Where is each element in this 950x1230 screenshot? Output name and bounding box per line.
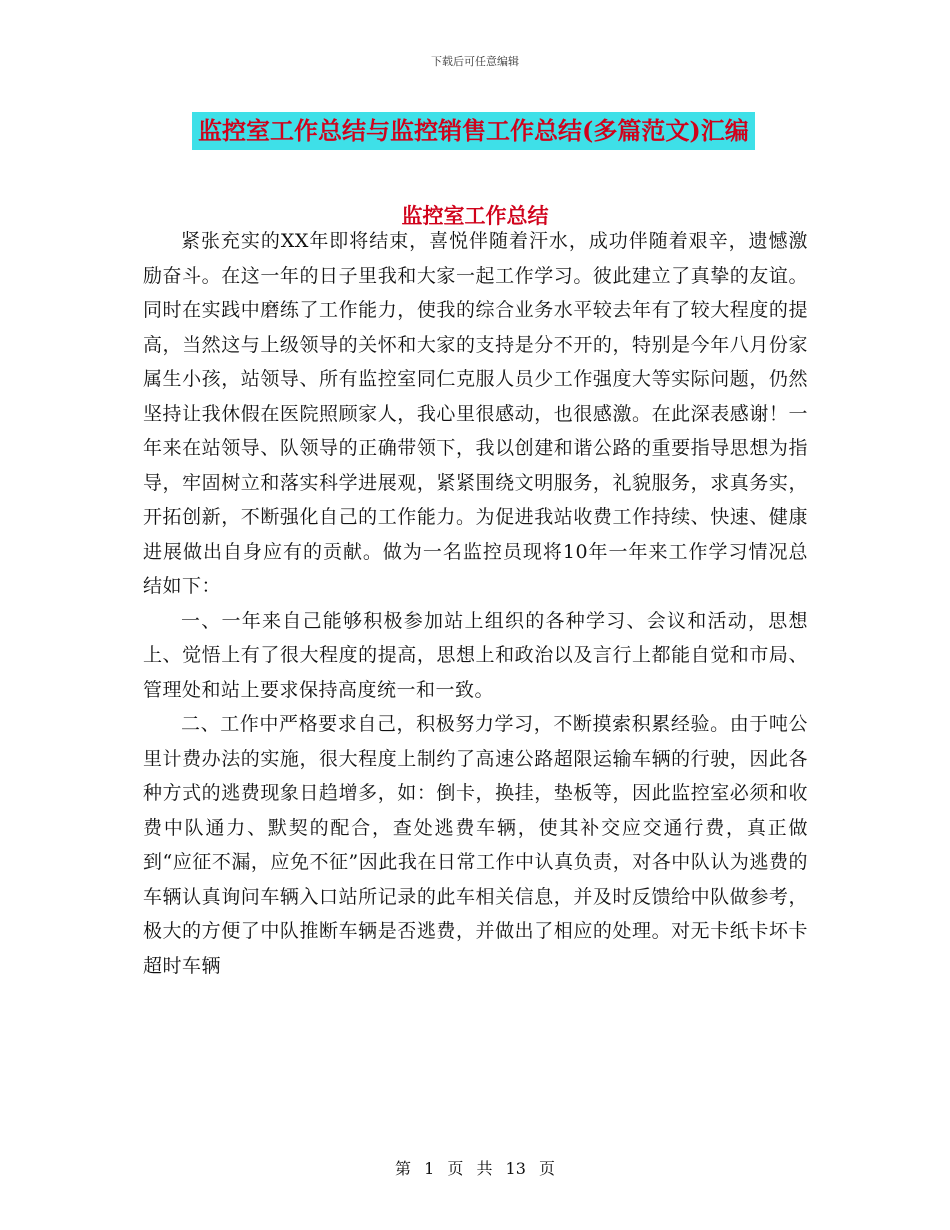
paragraph-intro: 紧张充实的XX年即将结束，喜悦伴随着汗水，成功伴随着艰辛，遗憾激励奋斗。在这一年的日子里我和大家一起工作学习。彼此建立了真挚的友谊。同时在实践中磨练了工作能力，使我的综合业务水平较去年有了较大程度的提高，当然这与上级领导的关怀和大家的支持是分不开的，特别是今年八月份家属生小孩，站领导、所有监控室同仁克服人员少工作强度大等实际问题，仍然坚持让我休假在医院照顾家人，我心里很感动，也很感激。在此深表感谢！一年来在站领导、队领导的正确带领下，我以创建和谐公路的重要指导思想为指导，牢固树立和落实科学进展观，紧紧围绕文明服务，礼貌服务，求真务实，开拓创新，不断强化自己的工作能力。为促进我站收费工作持续、快速、健康进展做出自身应有的贡献。做为一名监控员现将10年一年来工作学习情况总结如下： bbox=[143, 230, 808, 597]
page-footer: 第 1 页 共 13 页 bbox=[395, 1159, 555, 1178]
header-note: 下载后可任意编辑 bbox=[431, 55, 519, 68]
document-body bbox=[143, 224, 808, 983]
document-main-title: 监控室工作总结与监控销售工作总结(多篇范文)汇编 bbox=[192, 112, 755, 150]
section-title: 监控室工作总结 bbox=[401, 203, 549, 228]
paragraph-point-2: 二、工作中严格要求自己，积极努力学习，不断摸索积累经验。由于吨公里计费办法的实施，很大程度上制约了高速公路超限运输车辆的行驶，因此各种方式的逃费现象日趋增多，如：倒卡，换挂，垫板等，因此监控室必须和收费中队通力、默契的配合，查处逃费车辆，使其补交应交通行费，真正做到“应征不漏，应免不征”因此我在日常工作中认真负责，对各中队认为逃费的车辆认真询问车辆入口站所记录的此车相关信息，并及时反馈给中队做参考，极大的方便了中队推断车辆是否逃费，并做出了相应的处理。对无卡纸卡坏卡超时车辆 bbox=[143, 713, 808, 977]
paragraph-point-1: 一、一年来自己能够积极参加站上组织的各种学习、会议和活动，思想上、觉悟上有了很大程度的提高，思想上和政治以及言行上都能自觉和市局、管理处和站上要求保持高度统一和一致。 bbox=[143, 609, 808, 701]
